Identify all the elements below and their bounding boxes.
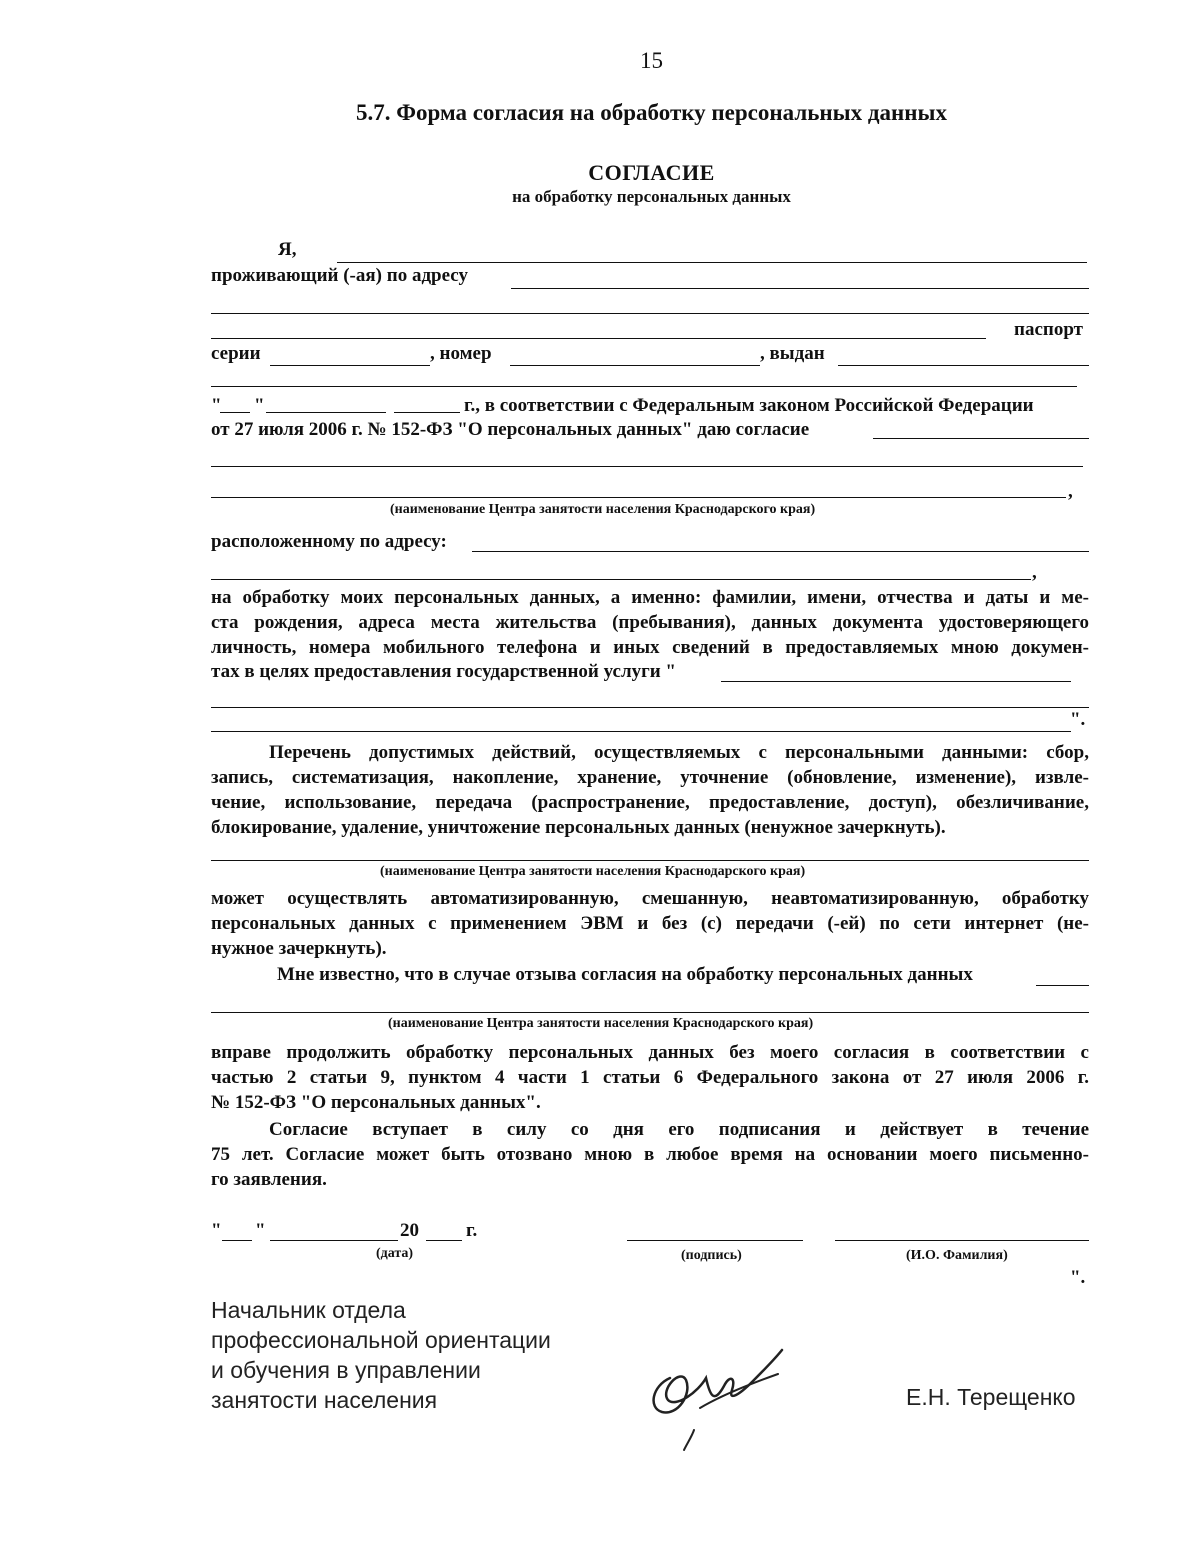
number-label: , номер: [430, 343, 492, 364]
purpose-line-2: ста рождения, адреса места жительства (пребывания), данных документа удостоверяющего: [211, 612, 1089, 633]
purpose-line-4: тах в целях предоставления государственной услуги ": [211, 661, 676, 682]
section-title: 5.7. Форма согласия на обработку персональных данных: [356, 100, 947, 125]
consent-to-field-2[interactable]: [211, 466, 1083, 467]
law-line: г., в соответствии с Федеральным законом Российской Федерации: [464, 395, 1034, 416]
service-name-field[interactable]: [721, 681, 1071, 682]
handwritten-signature-icon: [640, 1338, 800, 1468]
processing-line-2: персональных данных с применением ЭВМ и без (с) передачи (-ей) по сети интернет (не-: [211, 913, 1089, 934]
address-field-2[interactable]: [211, 313, 1089, 314]
service-name-field-2[interactable]: [211, 707, 1089, 708]
issued-by-field[interactable]: [838, 365, 1089, 366]
signatory-title: [211, 1295, 551, 1415]
date-quote-close: ": [254, 395, 265, 416]
signature-caption: (подпись): [681, 1248, 742, 1263]
consent-to-field-3[interactable]: [211, 497, 1066, 498]
actions-line-2: запись, систематизация, накопление, хранение, уточнение (обновление, изменение), извле-: [211, 767, 1089, 788]
withdrawal-field[interactable]: [1036, 985, 1089, 986]
sign-date-quote-close: ": [255, 1220, 266, 1241]
law-line-2: от 27 июля 2006 г. № 152-ФЗ "О персональных данных" даю согласие: [211, 419, 810, 440]
purpose-line-3: личность, номера мобильного телефона и иных сведений в предоставляемых мною докумен-: [211, 637, 1089, 658]
page-number: 15: [640, 48, 663, 73]
withdrawal-line: Мне известно, что в случае отзыва согласия на обработку персональных данных: [277, 964, 973, 985]
actions-line-1: Перечень допустимых действий, осуществляемых с персональными данными: сбор,: [269, 742, 1089, 763]
sign-month-field[interactable]: [270, 1240, 398, 1241]
rights-line-3: № 152-ФЗ "О персональных данных".: [211, 1092, 541, 1113]
actions-line-4: блокирование, удаление, уничтожение персональных данных (ненужное зачеркнуть).: [211, 817, 946, 838]
rights-line-1: вправе продолжить обработку персональных данных без моего согласия в соответствии с: [211, 1042, 1089, 1063]
sign-year-field[interactable]: [426, 1240, 462, 1241]
passport-series-field[interactable]: [270, 365, 430, 366]
located-label: расположенному по адресу:: [211, 531, 447, 552]
signatory-name: Е.Н. Терещенко: [906, 1384, 1076, 1410]
signatory-title-line-4: занятости населения: [211, 1387, 438, 1413]
date-caption: (дата): [376, 1246, 414, 1261]
issue-year-field[interactable]: [394, 412, 460, 413]
end-quote: ".: [1070, 1267, 1086, 1288]
residing-label: проживающий (-ая) по адресу: [211, 265, 468, 286]
actions-line-3: чение, использование, передача (распространение, предоставление, доступ), обезличивание,: [211, 792, 1089, 813]
comma-mark: ,: [1068, 481, 1073, 502]
purpose-line-1: на обработку моих персональных данных, а именно: фамилии, имени, отчества и даты и ме-: [211, 587, 1089, 608]
center-name-field-2[interactable]: [211, 860, 1089, 861]
validity-line-2: 75 лет. Согласие может быть отозвано мною в любое время на основании моего письменно-: [211, 1144, 1089, 1165]
address-field-3[interactable]: [211, 338, 986, 339]
center-name-caption-2: (наименование Центра занятости населения Краснодарского края): [380, 864, 806, 879]
center-name-caption: (наименование Центра занятости населения Краснодарского края): [390, 502, 816, 517]
sign-day-field[interactable]: [222, 1240, 252, 1241]
address-field-1[interactable]: [511, 288, 1089, 289]
signatory-title-line-1: Начальник отдела: [211, 1297, 406, 1323]
full-name-signature-field[interactable]: [835, 1240, 1089, 1241]
issue-month-field[interactable]: [266, 412, 386, 413]
signature-field[interactable]: [627, 1240, 803, 1241]
service-name-field-3[interactable]: [211, 731, 1071, 732]
center-address-field-2[interactable]: [211, 579, 1031, 580]
comma-mark-2: ,: [1032, 562, 1037, 583]
center-name-field-3[interactable]: [211, 1012, 1089, 1013]
processing-line-3: нужное зачеркнуть).: [211, 938, 387, 959]
passport-number-field[interactable]: [510, 365, 760, 366]
sign-date-quote-open: ": [211, 1220, 222, 1241]
rights-line-2: частью 2 статьи 9, пунктом 4 части 1 статьи 6 Федерального закона от 27 июля 2006 г.: [211, 1067, 1089, 1088]
center-address-field[interactable]: [472, 551, 1089, 552]
closing-quote: ".: [1070, 709, 1086, 730]
signatory-title-line-3: и обучения в управлении: [211, 1357, 481, 1383]
document-subtitle: на обработку персональных данных: [512, 187, 791, 206]
date-quote-open: ": [211, 395, 222, 416]
validity-line-3: го заявления.: [211, 1169, 327, 1190]
document-title: СОГЛАСИЕ: [588, 160, 715, 185]
center-name-caption-3: (наименование Центра занятости населения Краснодарского края): [388, 1016, 814, 1031]
full-name-field[interactable]: [337, 262, 1087, 263]
processing-line-1: может осуществлять автоматизированную, смешанную, неавтоматизированную, обработку: [211, 888, 1089, 909]
year-suffix: г.: [466, 1220, 478, 1241]
name-caption: (И.О. Фамилия): [906, 1248, 1008, 1263]
issue-day-field[interactable]: [220, 412, 250, 413]
issued-by-field-2[interactable]: [211, 386, 1077, 387]
year-prefix: 20: [400, 1220, 419, 1241]
ya-label: Я,: [278, 239, 297, 260]
issued-label: , выдан: [760, 343, 825, 364]
validity-line-1: Согласие вступает в силу со дня его подписания и действует в течение: [269, 1119, 1089, 1140]
series-label: серии: [211, 343, 261, 364]
signatory-title-line-2: профессиональной ориентации: [211, 1327, 551, 1353]
consent-to-field[interactable]: [873, 438, 1089, 439]
passport-label: паспорт: [1014, 319, 1083, 340]
